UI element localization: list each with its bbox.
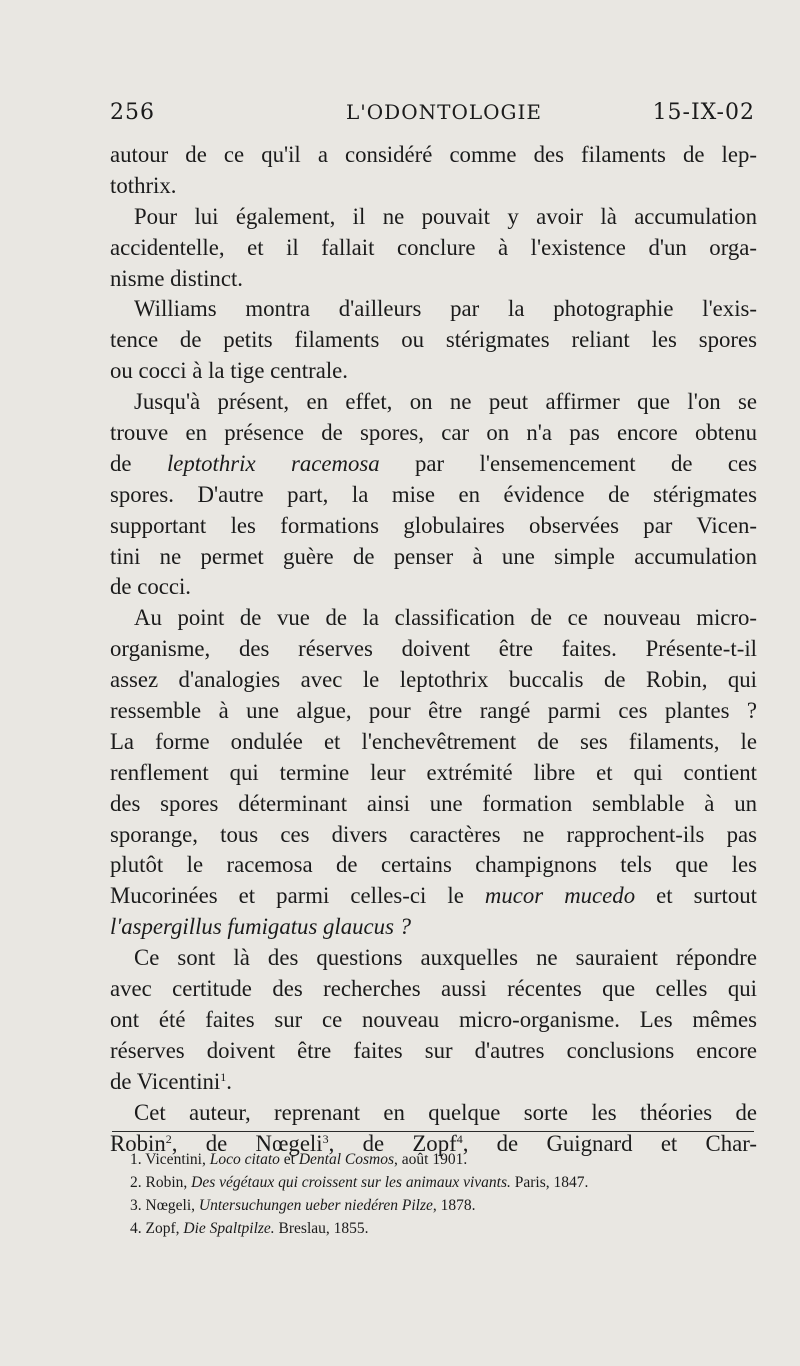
- text-run: , août 1901.: [394, 1151, 468, 1168]
- text-line: [110, 634, 757, 665]
- text-line: [110, 325, 757, 356]
- citation-title: Loco citato: [209, 1151, 280, 1168]
- text-run: organisme, des réserves doivent être faites. Présente-t-il: [110, 636, 757, 662]
- footnote-ref[interactable]: 4: [456, 1131, 463, 1146]
- text-run: autour de ce qu'il a considéré comme des filaments de lep-: [110, 142, 757, 167]
- text-run: .: [226, 1068, 232, 1094]
- text-run: ont été faites sur ce nouveau micro-organisme. Les mêmes: [110, 1006, 757, 1032]
- text-line: [110, 294, 757, 325]
- text-run: assez d'analogies avec le leptothrix buccalis de Robin, qui: [110, 667, 757, 693]
- text-run: de Vicentini: [110, 1068, 221, 1094]
- text-run: et surtout: [635, 883, 757, 909]
- text-line: [110, 850, 757, 881]
- text-run: de cocci.: [110, 574, 192, 600]
- footnote: [130, 1171, 750, 1194]
- citation-title: Des végétaux qui croissent sur les animaux vivants.: [191, 1174, 511, 1191]
- text-run: Vicentini,: [145, 1151, 210, 1168]
- journal-title: L'ODONTOLOGIE: [346, 100, 542, 124]
- text-run: Robin,: [145, 1174, 192, 1191]
- citation-title: Dental Cosmos: [298, 1151, 395, 1168]
- text-line: [110, 542, 757, 573]
- citation-title: Untersuchungen ueber niedéren Pilze: [198, 1197, 433, 1214]
- citation-title: Die Spaltpilze.: [183, 1220, 275, 1237]
- species-name: mucor mucedo: [484, 883, 636, 909]
- text-run: Jusqu'à présent, en effet, on ne peut affirmer que l'on se: [134, 389, 757, 415]
- footnote-number: 1.: [130, 1151, 142, 1168]
- text-line: [110, 881, 757, 912]
- text-line: [110, 140, 757, 171]
- footnote-rule: [112, 1131, 754, 1132]
- text-run: de: [110, 450, 167, 476]
- text-run: La forme ondulée et l'enchevêtrement de ses filaments, le: [110, 728, 757, 754]
- text-line: [110, 202, 757, 233]
- text-run: Cet auteur, reprenant en quelque sorte les théories de: [134, 1099, 757, 1125]
- text-run: réserves doivent être faites sur d'autres conclusions encore: [110, 1037, 757, 1063]
- text-run: ou cocci à la tige centrale.: [110, 358, 348, 384]
- text-run: Ce sont là des questions auxquelles ne sauraient répondre: [134, 945, 757, 971]
- text-line: [110, 820, 757, 851]
- footnote-number: 4.: [130, 1220, 142, 1237]
- footnote: [130, 1148, 750, 1171]
- text-line: [110, 727, 757, 758]
- footnote-ref[interactable]: 1: [220, 1069, 227, 1084]
- text-run: , 1878.: [432, 1197, 476, 1214]
- footnote-ref[interactable]: 2: [165, 1131, 172, 1146]
- text-line: [110, 789, 757, 820]
- text-line: [110, 758, 757, 789]
- text-line: [110, 974, 757, 1005]
- text-line: [110, 1036, 757, 1067]
- text-run: Mucorinées et parmi celles-ci le: [110, 883, 485, 909]
- footnote-number: 2.: [130, 1174, 142, 1191]
- text-line: [110, 1098, 757, 1129]
- text-run: nisme distinct.: [110, 265, 243, 291]
- text-line: [110, 233, 757, 264]
- text-line: [110, 171, 757, 202]
- text-line: [110, 572, 757, 603]
- text-run: Pour lui également, il ne pouvait y avoir là accumulation: [134, 203, 757, 229]
- text-run: et: [279, 1151, 299, 1168]
- text-line: [110, 387, 757, 418]
- text-run: sporange, tous ces divers caractères ne rapprochent-ils pas: [110, 821, 757, 847]
- text-line: [110, 1067, 757, 1098]
- body-text: [110, 140, 757, 1159]
- footnote: [130, 1217, 750, 1240]
- text-line: [110, 480, 757, 511]
- text-line: [110, 1005, 757, 1036]
- species-name: leptothrix racemosa: [166, 450, 380, 476]
- text-run: Paris, 1847.: [510, 1174, 589, 1191]
- text-run: Zopf,: [145, 1220, 184, 1237]
- text-run: , de Zopf: [328, 1130, 457, 1156]
- text-line: [110, 696, 757, 727]
- text-line: [110, 356, 757, 387]
- text-run: spores. D'autre part, la mise en évidence de stérigmates: [110, 481, 757, 507]
- footnote: [130, 1194, 750, 1217]
- text-run: Nœgeli,: [145, 1197, 199, 1214]
- species-name: l'aspergillus fumigatus glaucus ?: [110, 914, 412, 940]
- text-run: des spores déterminant ainsi une formation semblable à un: [110, 790, 757, 816]
- text-run: Breslau, 1855.: [274, 1220, 369, 1237]
- text-line: [110, 603, 757, 634]
- text-run: par l'ensemencement de ces: [379, 450, 758, 476]
- text-line: [110, 665, 757, 696]
- text-run: accidentelle, et il fallait conclure à l'existence d'un orga-: [110, 234, 757, 260]
- footnotes: [130, 1148, 750, 1240]
- text-run: Robin: [110, 1130, 166, 1156]
- text-run: renflement qui termine leur extrémité libre et qui contient: [110, 759, 757, 785]
- issue-date: 15-IX-02: [652, 100, 755, 125]
- footnote-number: 3.: [130, 1197, 142, 1214]
- running-header: [110, 100, 755, 130]
- text-run: plutôt le racemosa de certains champignons tels que les: [110, 852, 757, 878]
- text-run: tothrix.: [110, 172, 177, 198]
- text-run: ressemble à une algue, pour être rangé parmi ces plantes ?: [110, 698, 757, 724]
- text-line: [110, 449, 757, 480]
- text-run: trouve en présence de spores, car on n'a pas encore obtenu: [110, 420, 757, 446]
- text-run: , de Nœgeli: [171, 1130, 323, 1156]
- text-run: , de Guignard et Char-: [462, 1130, 757, 1156]
- text-line: [110, 943, 757, 974]
- text-run: tence de petits filaments ou stérigmates reliant les spores: [110, 327, 757, 353]
- text-line: [110, 511, 757, 542]
- text-run: supportant les formations globulaires observées par Vicen-: [110, 512, 757, 538]
- text-run: Au point de vue de la classification de ce nouveau micro-: [134, 605, 757, 631]
- text-line: [110, 912, 757, 943]
- text-line: [110, 418, 757, 449]
- page-number: 256: [110, 100, 155, 125]
- text-run: avec certitude des recherches aussi récentes que celles qui: [110, 976, 757, 1002]
- text-run: Williams montra d'ailleurs par la photographie l'exis-: [134, 296, 757, 322]
- text-line: [110, 264, 757, 295]
- footnote-ref[interactable]: 3: [322, 1131, 329, 1146]
- text-run: tini ne permet guère de penser à une simple accumulation: [110, 543, 757, 569]
